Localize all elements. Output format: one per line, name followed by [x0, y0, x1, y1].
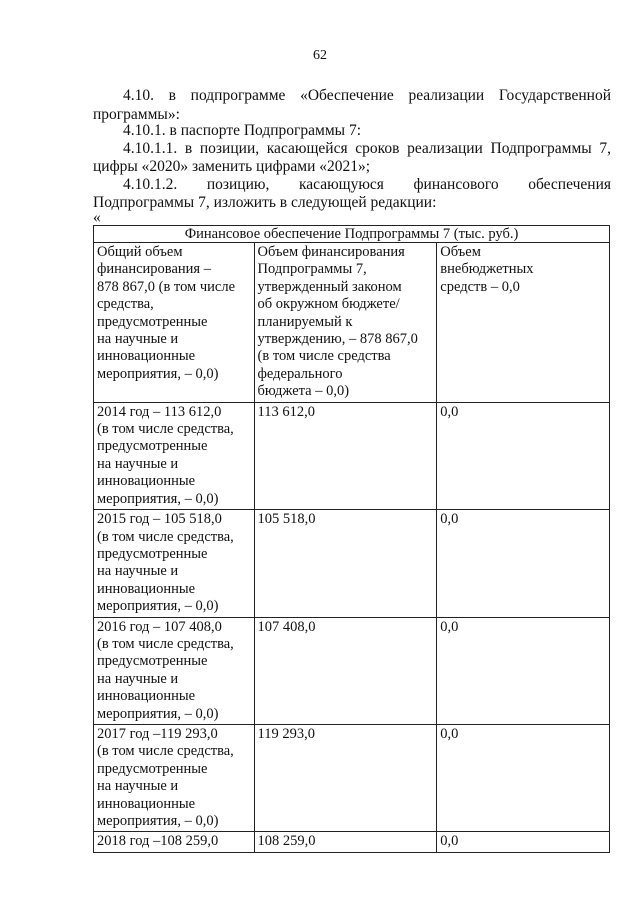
- year-cell: [94, 832, 255, 852]
- cell-line: утверждению, – 878 867,0: [257, 331, 418, 348]
- cell-line: мероприятия, – 0,0): [97, 813, 219, 829]
- year-cell: [94, 724, 255, 831]
- table-header: Финансовое обеспечение Подпрограммы 7 (тыс. руб.): [94, 226, 610, 243]
- cell-line: Общий объем: [97, 244, 183, 260]
- paragraph-4-10-1-2: 4.10.1.2. позицию, касающуюся финансового обеспечения: [123, 176, 611, 193]
- table-row: [94, 510, 610, 617]
- cell-line: внебюджетных: [440, 261, 534, 278]
- budget-value-cell: 105 518,0: [254, 510, 437, 617]
- extrabudget-value-cell: 0,0: [437, 832, 610, 852]
- cell-line: мероприятия, – 0,0): [97, 490, 219, 507]
- table-row: [94, 402, 610, 509]
- cell-line: (в том числе средства,: [97, 743, 234, 760]
- extrabudget-value-cell: 0,0: [437, 402, 610, 509]
- paragraph-4-10-1-1: 4.10.1.1. в позиции, касающейся сроков реализации Подпрограммы 7,: [123, 140, 611, 157]
- cell-line: 2016 год – 107 408,0: [97, 618, 222, 635]
- cell-line: (в том числе средства,: [97, 635, 234, 652]
- cell-line: финансирования –: [97, 261, 211, 278]
- cell-line: средств – 0,0: [440, 278, 520, 295]
- summary-extrabudget-cell: [437, 243, 610, 403]
- cell-line: (в том числе средства: [257, 348, 391, 365]
- cell-line: планируемый к: [257, 313, 353, 330]
- table-header-row: [94, 226, 610, 243]
- budget-value-cell: 113 612,0: [254, 402, 437, 509]
- cell-line: мероприятия, – 0,0): [97, 705, 219, 722]
- cell-line: инновационные: [97, 580, 196, 597]
- page-number: 62: [313, 48, 327, 63]
- paragraph-4-10-1: 4.10.1. в паспорте Подпрограммы 7:: [123, 122, 361, 139]
- cell-line: (в том числе средства,: [97, 528, 234, 545]
- cell-line: на научные и: [97, 563, 179, 580]
- paragraph-4-10: 4.10. в подпрограмме «Обеспечение реализации Государственной: [123, 87, 611, 104]
- table-row: [94, 832, 610, 852]
- opening-quote: «: [93, 209, 101, 226]
- paragraph-4-10-end: программы»:: [93, 106, 180, 123]
- cell-line: инновационные: [97, 795, 196, 812]
- cell-line: утвержденный законом: [257, 278, 402, 295]
- cell-line: предусмотренные: [97, 313, 208, 330]
- table-row-summary: [94, 243, 610, 403]
- cell-line: инновационные: [97, 473, 196, 490]
- cell-line: предусмотренные: [97, 545, 208, 562]
- cell-line: предусмотренные: [97, 653, 208, 670]
- cell-line: инновационные: [97, 688, 196, 705]
- cell-line: федерального: [257, 365, 343, 382]
- year-cell: [94, 510, 255, 617]
- summary-budget-cell: [254, 243, 437, 403]
- cell-line: на научные и: [97, 455, 179, 472]
- extrabudget-value-cell: 0,0: [437, 724, 610, 831]
- budget-value-cell: 108 259,0: [254, 832, 437, 852]
- extrabudget-value-cell: 0,0: [437, 617, 610, 724]
- cell-line: бюджета – 0,0): [257, 383, 350, 400]
- extrabudget-value-cell: 0,0: [437, 510, 610, 617]
- cell-line: на научные и: [97, 331, 179, 348]
- budget-value-cell: 107 408,0: [254, 617, 437, 724]
- cell-line: на научные и: [97, 778, 179, 795]
- cell-line: 2018 год –108 259,0: [97, 833, 219, 850]
- cell-line: средства,: [97, 296, 154, 313]
- year-cell: [94, 617, 255, 724]
- cell-line: инновационные: [97, 348, 196, 365]
- cell-line: Подпрограммы 7,: [257, 261, 367, 278]
- summary-total-cell: [94, 243, 255, 403]
- year-cell: [94, 402, 255, 509]
- paragraph-4-10-1-2-end: Подпрограммы 7, изложить в следующей редакции:: [93, 194, 437, 211]
- cell-line: 2017 год –119 293,0: [97, 725, 218, 742]
- cell-line: предусмотренные: [97, 438, 208, 455]
- cell-line: на научные и: [97, 670, 179, 687]
- cell-line: Объем: [440, 244, 481, 260]
- cell-line: 878 867,0 (в том числе: [97, 278, 236, 295]
- cell-line: предусмотренные: [97, 760, 208, 777]
- budget-value-cell: 119 293,0: [254, 724, 437, 831]
- cell-line: 2015 год – 105 518,0: [97, 511, 222, 528]
- cell-line: 2014 год – 113 612,0: [97, 403, 222, 420]
- table-row: [94, 617, 610, 724]
- financing-table: [93, 225, 610, 853]
- table-row: [94, 724, 610, 831]
- cell-line: мероприятия, – 0,0): [97, 598, 219, 615]
- paragraph-4-10-1-1-end: цифры «2020» заменить цифрами «2021»;: [93, 158, 371, 175]
- cell-line: об окружном бюджете/: [257, 296, 400, 313]
- cell-line: мероприятия, – 0,0): [97, 365, 219, 382]
- cell-line: (в том числе средства,: [97, 421, 234, 438]
- cell-line: Объем финансирования: [257, 244, 405, 260]
